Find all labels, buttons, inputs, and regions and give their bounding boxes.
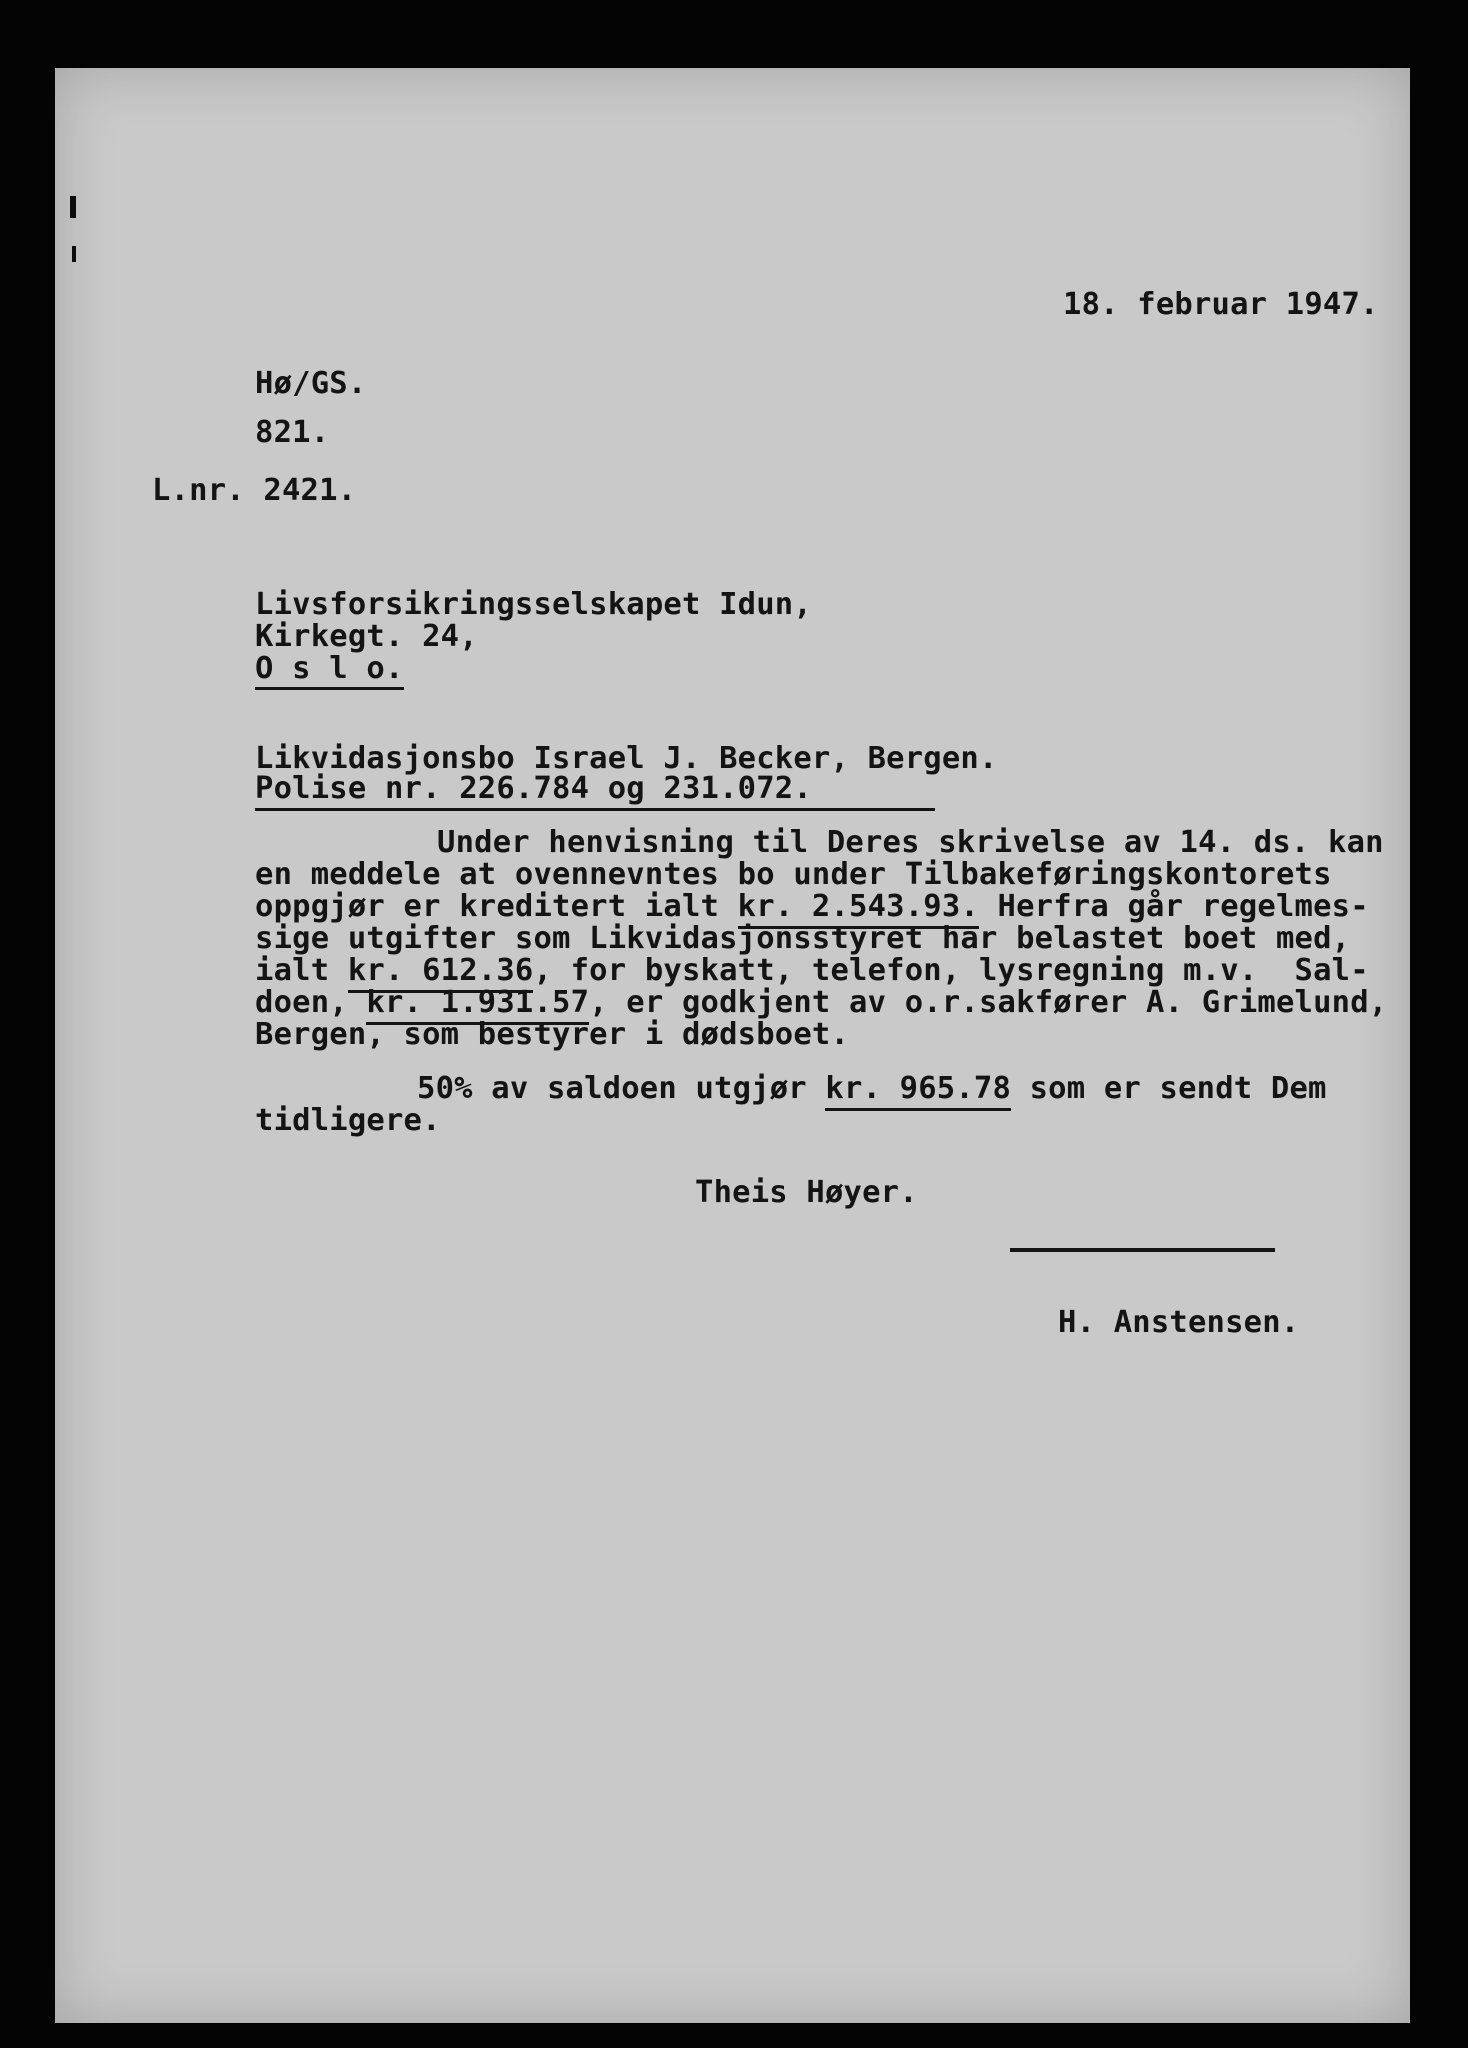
signature-line <box>1010 1248 1275 1252</box>
half-balance-amount: kr. 965.78 <box>825 1071 1011 1111</box>
body-line: oppgjør er kreditert ialt kr. 2.543.93. Herfra går regelmes- <box>255 892 1369 923</box>
margin-mark <box>70 196 76 218</box>
body-line: ialt kr. 612.36, for byskatt, telefon, lysregning m.v. Sal- <box>255 956 1369 987</box>
margin-mark <box>72 246 76 262</box>
body-line: Bergen, som bestyrer i dødsboet. <box>255 1017 850 1052</box>
reference-initials: Hø/GS. <box>255 366 367 401</box>
body-line: Under henvisning til Deres skrivelse av 14. ds. kan <box>437 825 1384 860</box>
subject-line-2: Polise nr. 226.784 og 231.072. <box>255 771 812 806</box>
subject-underline <box>255 808 935 811</box>
reference-number: 821. <box>255 415 330 450</box>
body-line: en meddele at ovennevntes bo under Tilbakeføringskontorets <box>255 857 1332 892</box>
letter-number: L.nr. 2421. <box>152 473 357 508</box>
credited-amount: kr. 2.543.93. <box>738 889 979 929</box>
body-line: sige utgifter som Likvidasjonsstyret har belastet boet med, <box>255 921 1351 956</box>
signatory-name: H. Anstensen. <box>1058 1305 1300 1340</box>
letter-date: 18. februar 1947. <box>1063 287 1379 322</box>
recipient-name: Livsforsikringsselskapet Idun, <box>255 587 812 622</box>
document-page <box>55 68 1410 2023</box>
body-line: tidligere. <box>255 1103 441 1138</box>
subject-line-1: Likvidasjonsbo Israel J. Becker, Bergen. <box>255 741 998 776</box>
recipient-street: Kirkegt. 24, <box>255 619 478 654</box>
recipient-city: O s l o. <box>255 654 404 690</box>
expenses-amount: kr. 612.36 <box>348 953 534 993</box>
body-line: doen, kr. 1.931.57, er godkjent av o.r.sakfører A. Grimelund, <box>255 988 1387 1019</box>
body-line: 50% av saldoen utgjør kr. 965.78 som er sendt Dem <box>417 1074 1327 1105</box>
balance-amount: kr. 1.931.57 <box>366 985 589 1025</box>
closing-name: Theis Høyer. <box>695 1175 918 1210</box>
